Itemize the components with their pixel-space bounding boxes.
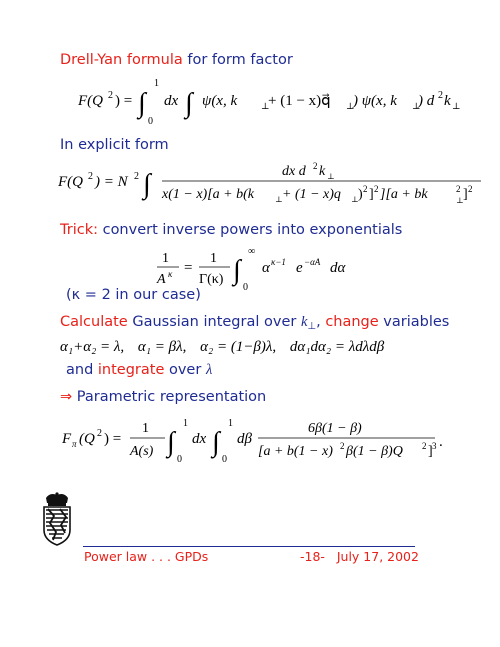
section-heading-calculate	[60, 314, 449, 332]
integrate-line	[66, 362, 212, 379]
eq2-num-perp: ⊥	[327, 172, 335, 181]
eq2-numerator: dx d	[282, 164, 306, 179]
eq2-den-sq2: 2	[374, 184, 379, 194]
implies-arrow: ⇒	[60, 389, 73, 405]
eq3-alpha: α	[262, 260, 270, 276]
variables-word: variables	[378, 314, 450, 330]
eq5-one: 1	[142, 421, 149, 436]
footer-right: -18- July 17, 2002	[300, 549, 419, 564]
eq1-lhs: F(Q	[78, 93, 103, 109]
gaussian-text: Gaussian integral over	[127, 314, 301, 330]
eq2-den-sq1: 2	[363, 184, 368, 194]
drell-yan-highlight: Drell-Yan formula	[60, 52, 183, 68]
integral-sign-5: ∫	[167, 427, 175, 458]
kappa-note: (κ = 2 in our case)	[66, 287, 201, 303]
eq3-dalpha: dα	[330, 260, 346, 276]
eq1-close2: ) ψ(x, k⃗	[353, 93, 409, 109]
eq5-den2: β(1 − β)Q	[346, 444, 403, 459]
lambda-symbol: λ	[205, 362, 213, 378]
eq2-den-perp3: ⊥	[456, 196, 464, 205]
eq2-sq: 2	[88, 171, 93, 182]
eq2-lhs: F(Q	[58, 174, 83, 190]
eq5-lo2: 0	[222, 454, 227, 464]
eq1-close: ) =	[115, 93, 133, 109]
eq1-perp1: ⊥	[261, 101, 270, 111]
eq2-mid: ) = N	[95, 174, 128, 190]
eq3-one-b: 1	[210, 251, 217, 266]
trick-rest: convert inverse powers into exponentials	[97, 222, 403, 238]
eq3-kappa: κ	[168, 269, 173, 279]
eq1-dx: dx	[164, 93, 179, 109]
eq5-sq: 2	[97, 428, 102, 439]
eq5-den-q2: 2	[422, 441, 427, 451]
footer-rule	[83, 546, 415, 547]
k-perp: ⊥	[307, 321, 317, 332]
eq2-denominator: x(1 − x)[a + b(k	[162, 187, 254, 202]
eq1-psi: ψ(x, k⃗	[202, 93, 249, 109]
integral-sign-3: ∫	[143, 169, 151, 200]
change-word: change	[325, 314, 379, 330]
eq2-nsq: 2	[134, 171, 139, 182]
section-heading-explicit: In explicit form	[60, 137, 169, 153]
eq1-perp4: ⊥	[452, 101, 461, 111]
eq2-den-end: )	[358, 187, 363, 202]
eq3-zero: 0	[243, 282, 248, 293]
eq5-den-sq: 2	[340, 441, 345, 451]
eq5-up1: 1	[183, 418, 188, 429]
university-crest-logo	[40, 492, 74, 546]
equation-change-of-variables	[60, 339, 384, 356]
eq5-den3: ]	[428, 444, 433, 459]
eq2-den-sq4: 2	[468, 184, 473, 194]
equation-parametric	[62, 412, 452, 464]
over-word: over	[164, 362, 206, 378]
eq5-lhs2: (Q	[79, 431, 95, 447]
and-word: and	[66, 362, 98, 378]
eq3-A: A	[157, 272, 166, 287]
eq5-period: .	[439, 434, 443, 450]
eq3-one-a: 1	[162, 251, 169, 266]
integrate-word: integrate	[97, 362, 165, 378]
eq2-den-sq3: 2	[456, 184, 461, 194]
eq5-close: ) =	[104, 431, 122, 447]
eq1-close3: ) d	[418, 93, 435, 109]
equation-explicit-form	[58, 158, 488, 206]
equation-exponential-trick	[150, 243, 400, 293]
section-heading-drell-yan	[60, 52, 293, 68]
eq3-exp: κ−1	[271, 257, 286, 267]
eq5-dbeta: dβ	[237, 431, 252, 447]
eq2-num-k: k	[319, 164, 326, 179]
trick-highlight: Trick:	[60, 222, 98, 238]
eq5-num: 6β(1 − β)	[308, 421, 362, 436]
eq1-sq: 2	[108, 90, 113, 101]
eq5-up2: 1	[228, 418, 233, 429]
drell-yan-rest: for form factor	[182, 52, 293, 68]
section-heading-parametric	[60, 389, 266, 405]
eq2-den-close2: ]	[463, 187, 468, 202]
equation-drell-yan	[78, 74, 468, 130]
eq5-As: A(s)	[130, 444, 154, 459]
eq4-sum: α₁+α₂ = λ,	[60, 339, 125, 355]
calculate-word: Calculate	[60, 314, 128, 330]
eq3-equals: =	[184, 260, 193, 276]
eq3-inf: ∞	[248, 246, 256, 257]
integral-sign-2: ∫	[185, 88, 193, 119]
parametric-label: Parametric representation	[72, 389, 267, 405]
eq1-upper: 1	[154, 78, 159, 89]
eq3-gamma: Γ(κ)	[199, 272, 224, 287]
eq1-lower: 0	[148, 116, 153, 127]
integral-sign-6: ∫	[212, 427, 220, 458]
eq5-pi: π	[72, 439, 77, 449]
eq2-den-mid: + (1 − x)q	[282, 187, 341, 202]
eq1-perp2: ⊥	[346, 101, 355, 111]
eq5-lo1: 0	[177, 454, 182, 464]
eq5-dx: dx	[192, 431, 207, 447]
integral-sign-1: ∫	[138, 88, 146, 119]
eq1-term2: + (1 − x)q⃗	[268, 93, 331, 109]
eq5-F: F	[62, 431, 72, 447]
eq4-jacobian: dα₁dα₂ = λdλdβ	[289, 339, 385, 355]
comma: ,	[316, 314, 326, 330]
eq1-d2: 2	[438, 90, 443, 101]
integral-sign-4: ∫	[233, 255, 241, 286]
footer-left: Power law . . . GPDs	[84, 549, 209, 564]
eq4-a1: α₁ = βλ,	[137, 339, 187, 355]
eq2-den-perp2: ⊥	[351, 195, 359, 204]
eq2-den-perp1: ⊥	[275, 195, 283, 204]
eq2-num-d2: 2	[313, 161, 318, 171]
section-heading-trick	[60, 222, 402, 238]
eq1-perp3: ⊥	[412, 101, 421, 111]
eq1-kperp: k	[444, 93, 451, 109]
eq3-eexp: −αA	[304, 257, 321, 267]
eq2-den-close: ]	[369, 187, 374, 202]
eq2-den-tail: ][a + bk	[380, 187, 428, 202]
eq5-den: [a + b(1 − x)	[258, 444, 333, 459]
k-symbol: k	[300, 314, 308, 330]
eq5-cube: 3	[432, 441, 437, 451]
eq4-a2: α₂ = (1−β)λ,	[200, 339, 277, 355]
eq3-e: e	[296, 260, 303, 276]
